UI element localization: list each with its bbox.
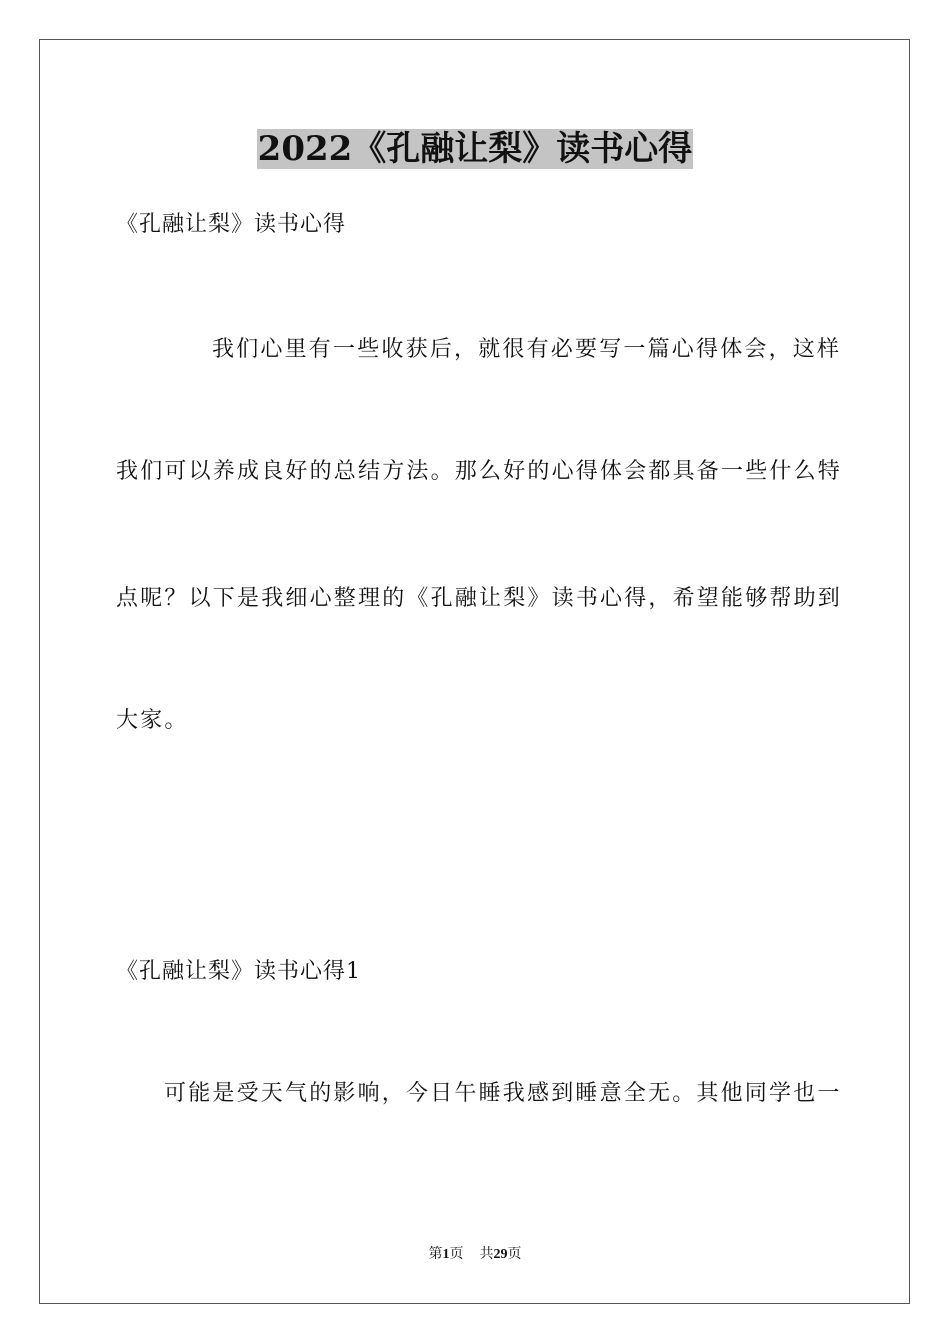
page-footer	[0, 1245, 950, 1265]
footer-page-prefix: 第	[428, 1247, 443, 1262]
footer-total-suffix: 页	[507, 1247, 522, 1262]
section-heading: 《孔融让梨》读书心得1	[116, 959, 361, 984]
footer-page-suffix: 页	[449, 1247, 464, 1262]
section-line-1: 可能是受天气的影响，今日午睡我感到睡意全无。其他同学也一	[164, 1081, 842, 1106]
footer-total-prefix: 共	[479, 1247, 494, 1262]
document-subtitle: 《孔融让梨》读书心得	[116, 212, 347, 237]
footer-total-pages: 29	[493, 1247, 508, 1262]
intro-line-4: 大家。	[116, 708, 189, 733]
intro-line-3: 点呢？以下是我细心整理的《孔融让梨》读书心得，希望能够帮助到	[116, 586, 843, 611]
title-highlight: 2022《孔融让梨》读书心得	[257, 129, 693, 169]
footer-page-number: 1	[442, 1247, 450, 1262]
intro-line-2: 我们可以养成良好的总结方法。那么好的心得体会都具备一些什么特	[116, 459, 843, 484]
intro-line-1: 我们心里有一些收获后，就很有必要写一篇心得体会，这样	[212, 337, 842, 362]
document-title	[0, 126, 950, 172]
